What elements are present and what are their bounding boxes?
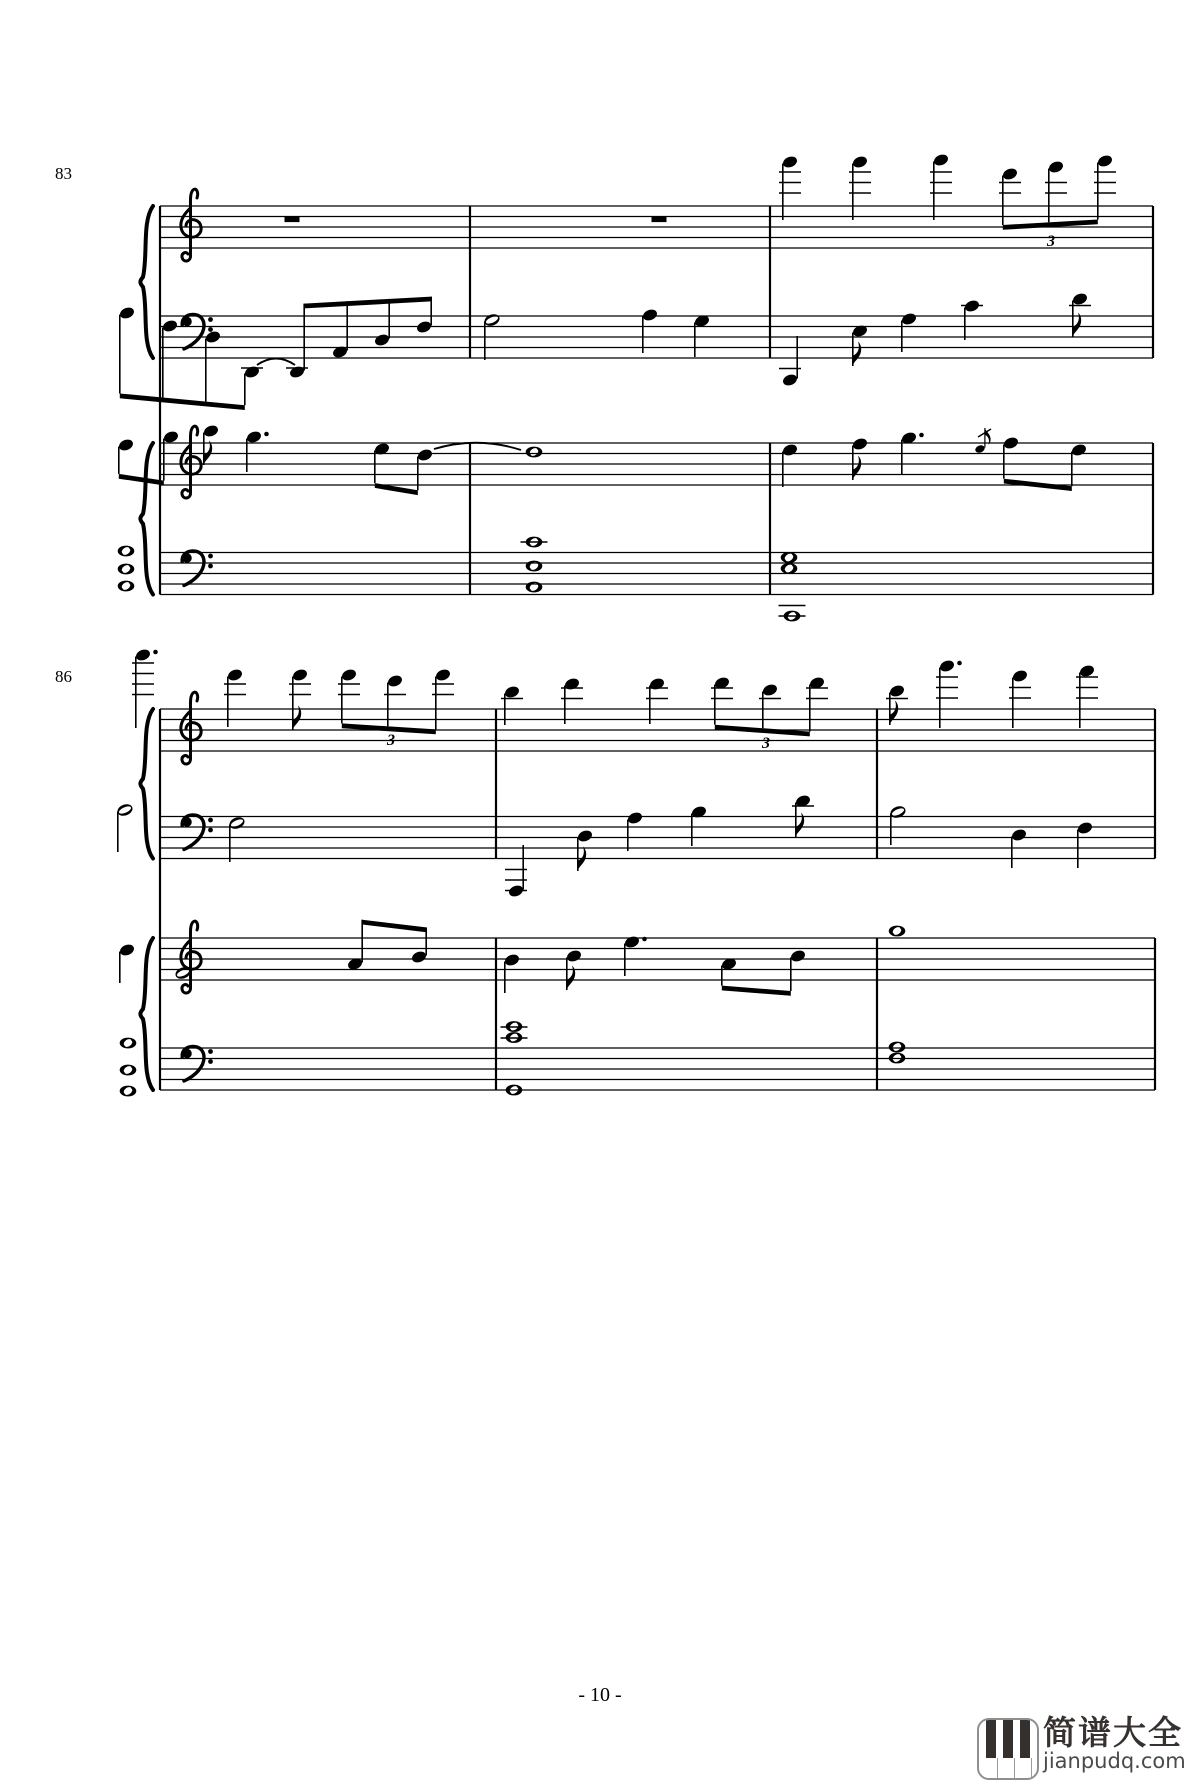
note-head bbox=[626, 811, 643, 826]
note-head bbox=[416, 448, 433, 463]
note-head bbox=[851, 324, 868, 339]
whole-note-head bbox=[120, 1086, 137, 1097]
note bbox=[693, 314, 710, 357]
note-head bbox=[974, 444, 986, 454]
whole-rest bbox=[285, 217, 300, 223]
system-brace bbox=[140, 206, 153, 358]
note bbox=[286, 304, 308, 380]
note-head bbox=[434, 668, 451, 683]
note bbox=[503, 953, 520, 993]
whole-rest bbox=[652, 217, 667, 223]
note-head bbox=[118, 306, 135, 321]
note-head bbox=[1076, 821, 1093, 836]
note bbox=[886, 684, 908, 725]
note-head bbox=[1001, 167, 1018, 182]
note bbox=[432, 668, 454, 730]
treble-clef-icon bbox=[181, 426, 201, 498]
note-head bbox=[1070, 443, 1087, 458]
note bbox=[806, 676, 828, 732]
note bbox=[117, 438, 134, 474]
whole-note-head bbox=[526, 447, 543, 458]
note bbox=[224, 668, 246, 727]
note bbox=[526, 582, 543, 593]
note bbox=[346, 920, 363, 972]
note bbox=[132, 648, 158, 728]
note bbox=[900, 312, 917, 352]
augmentation-dot bbox=[642, 937, 647, 942]
note bbox=[849, 155, 871, 220]
note bbox=[526, 447, 543, 458]
eighth-flag bbox=[890, 701, 898, 726]
tie-slur bbox=[434, 443, 521, 450]
note-head bbox=[1002, 436, 1019, 451]
beam bbox=[304, 297, 431, 309]
beam bbox=[362, 920, 426, 933]
note-head bbox=[623, 935, 640, 950]
system-brace bbox=[140, 938, 153, 1090]
note-head bbox=[415, 320, 432, 335]
system bbox=[55, 648, 1155, 1097]
note-head bbox=[781, 373, 798, 388]
beam bbox=[1003, 220, 1098, 230]
note-head bbox=[565, 949, 582, 964]
beam bbox=[120, 394, 245, 411]
note bbox=[641, 308, 658, 353]
note-head bbox=[690, 805, 707, 820]
grace-note bbox=[974, 428, 991, 454]
note-head bbox=[386, 674, 403, 689]
piano-logo-icon bbox=[977, 1718, 1039, 1780]
note-head bbox=[963, 299, 980, 314]
note bbox=[117, 804, 132, 852]
note-head bbox=[938, 659, 955, 674]
note bbox=[711, 676, 733, 725]
note-head bbox=[648, 677, 665, 692]
note bbox=[1094, 154, 1116, 220]
note-head bbox=[1096, 154, 1113, 169]
note bbox=[1076, 821, 1093, 868]
note-head bbox=[932, 153, 949, 168]
note-head bbox=[202, 424, 219, 439]
note-head bbox=[888, 684, 905, 699]
piano-key-divider bbox=[997, 1758, 998, 1780]
bass-clef-icon bbox=[182, 315, 213, 350]
treble-clef-icon bbox=[181, 692, 201, 764]
note bbox=[690, 805, 707, 846]
beam bbox=[119, 474, 164, 486]
note bbox=[781, 552, 798, 563]
note-head bbox=[410, 950, 427, 965]
note-head bbox=[1011, 669, 1028, 684]
note bbox=[229, 817, 244, 862]
bass-clef-icon bbox=[182, 815, 213, 850]
note-head bbox=[641, 308, 658, 323]
whole-note-head bbox=[526, 561, 543, 572]
measure-number: 83 bbox=[55, 164, 72, 183]
staff-lines bbox=[160, 938, 1155, 980]
note bbox=[889, 1042, 906, 1053]
note bbox=[118, 943, 135, 983]
whole-note-head bbox=[118, 581, 135, 592]
whole-note-head bbox=[118, 564, 135, 575]
note bbox=[1045, 160, 1067, 223]
note-head bbox=[1078, 664, 1095, 679]
note-head bbox=[226, 668, 243, 683]
note bbox=[501, 1021, 528, 1032]
half-note-head bbox=[117, 804, 132, 816]
note bbox=[373, 299, 390, 347]
bass-clef-icon bbox=[182, 1047, 213, 1082]
augmentation-dot bbox=[957, 661, 962, 666]
augmentation-dot bbox=[919, 433, 924, 438]
note-head bbox=[781, 443, 798, 458]
bass-clef-icon bbox=[182, 551, 213, 586]
note bbox=[889, 926, 906, 937]
staff-lines bbox=[160, 709, 1155, 751]
piano-black-key bbox=[1020, 1720, 1030, 1758]
note bbox=[202, 424, 219, 465]
note-head bbox=[563, 677, 580, 692]
staff-lines bbox=[160, 316, 1153, 358]
note bbox=[245, 430, 268, 472]
tuplet-number: 3 bbox=[762, 735, 770, 752]
watermark[interactable] bbox=[977, 1713, 1197, 1780]
note bbox=[781, 563, 798, 574]
staff-lines bbox=[160, 817, 1155, 859]
tuplet-number: 3 bbox=[1047, 233, 1055, 250]
note-head bbox=[1010, 828, 1027, 843]
whole-note-head bbox=[526, 582, 543, 593]
note bbox=[1076, 664, 1098, 728]
note bbox=[521, 537, 548, 548]
system bbox=[55, 153, 1153, 622]
note bbox=[561, 677, 583, 724]
note-head bbox=[503, 953, 520, 968]
piano-key-divider bbox=[1014, 1758, 1015, 1780]
note bbox=[204, 330, 221, 402]
note-head bbox=[507, 884, 524, 899]
note bbox=[781, 443, 798, 487]
treble-clef-icon bbox=[181, 189, 201, 261]
tuplet-number: 3 bbox=[387, 732, 395, 749]
note-head bbox=[851, 437, 868, 452]
note bbox=[646, 677, 668, 724]
note bbox=[118, 546, 135, 557]
note bbox=[930, 153, 952, 220]
piano-black-key bbox=[986, 1720, 996, 1758]
system-brace bbox=[140, 443, 153, 595]
note bbox=[118, 306, 135, 394]
note-head bbox=[340, 668, 357, 683]
note bbox=[779, 155, 801, 220]
note bbox=[120, 1065, 137, 1076]
note-head bbox=[204, 330, 221, 345]
whole-note-head bbox=[889, 926, 906, 937]
note bbox=[241, 365, 263, 406]
measure-number: 86 bbox=[55, 667, 72, 686]
watermark-site-name: 简谱大全 bbox=[1043, 1713, 1183, 1752]
note bbox=[626, 811, 643, 851]
note bbox=[505, 845, 527, 898]
note-head bbox=[1071, 292, 1088, 307]
note-head bbox=[117, 438, 134, 453]
whole-note-head bbox=[781, 563, 798, 574]
system-brace bbox=[140, 709, 153, 859]
eighth-flag bbox=[204, 441, 212, 466]
note-head bbox=[781, 155, 798, 170]
note bbox=[961, 299, 983, 340]
note bbox=[120, 1038, 137, 1049]
note-head bbox=[331, 345, 348, 360]
note bbox=[526, 561, 543, 572]
note bbox=[118, 581, 135, 592]
note-head bbox=[245, 430, 262, 445]
piano-key-divider bbox=[1031, 1758, 1032, 1780]
whole-note-head bbox=[120, 1065, 137, 1076]
note bbox=[779, 606, 806, 622]
note bbox=[501, 1032, 528, 1043]
watermark-site-url[interactable]: jianpudq.com bbox=[1043, 1749, 1186, 1773]
whole-note-head bbox=[889, 1042, 906, 1053]
note bbox=[289, 668, 311, 730]
note-head bbox=[288, 365, 305, 380]
augmentation-dot bbox=[264, 432, 269, 437]
note-head bbox=[1047, 160, 1064, 175]
whole-note-head bbox=[118, 546, 135, 557]
note bbox=[851, 324, 868, 366]
note-head bbox=[900, 312, 917, 327]
note bbox=[373, 442, 390, 483]
note-head bbox=[789, 949, 806, 964]
note-head bbox=[161, 319, 178, 334]
eighth-flag bbox=[853, 342, 861, 367]
note bbox=[890, 806, 905, 845]
note-head bbox=[291, 668, 308, 683]
note bbox=[162, 430, 179, 481]
whole-note-head bbox=[120, 1038, 137, 1049]
staff-lines bbox=[160, 553, 1153, 595]
note bbox=[779, 336, 801, 387]
note bbox=[936, 659, 962, 728]
note-head bbox=[243, 365, 260, 380]
staff-lines bbox=[160, 1048, 1155, 1090]
note bbox=[792, 794, 814, 837]
note bbox=[120, 1086, 137, 1097]
note bbox=[1002, 436, 1019, 479]
note-head bbox=[373, 333, 390, 348]
note bbox=[720, 957, 737, 986]
note bbox=[851, 437, 868, 480]
note bbox=[759, 683, 781, 729]
note-head bbox=[134, 648, 151, 663]
tie-slur bbox=[257, 359, 295, 366]
note bbox=[576, 829, 593, 871]
note-head bbox=[162, 430, 179, 445]
whole-note-head bbox=[781, 552, 798, 563]
note bbox=[1069, 292, 1091, 337]
note-head bbox=[761, 683, 778, 698]
note-head bbox=[576, 829, 593, 844]
note-head bbox=[851, 155, 868, 170]
note bbox=[384, 674, 406, 727]
note bbox=[118, 564, 135, 575]
eighth-flag bbox=[853, 456, 861, 481]
page-number: - 10 - bbox=[578, 1684, 622, 1706]
note-head bbox=[503, 685, 520, 700]
augmentation-dot bbox=[153, 650, 158, 655]
piano-black-key bbox=[1003, 1720, 1013, 1758]
note bbox=[338, 668, 360, 724]
note bbox=[331, 301, 348, 359]
note-head bbox=[373, 442, 390, 457]
watermark-text bbox=[1043, 1713, 1200, 1773]
note-head bbox=[118, 943, 135, 958]
note bbox=[416, 448, 433, 491]
beam bbox=[722, 986, 791, 996]
note bbox=[900, 431, 923, 474]
